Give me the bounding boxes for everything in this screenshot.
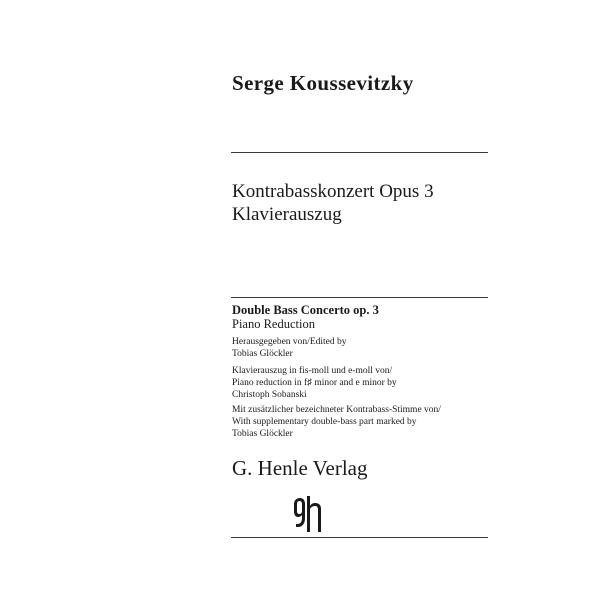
credit-edited-by	[232, 336, 347, 360]
credit-supplementary-part	[232, 404, 441, 440]
composer-name: Serge Koussevitzky	[232, 71, 414, 95]
divider-top	[231, 152, 488, 153]
credit-line: Tobias Glöckler	[232, 349, 293, 359]
credit-line: With supplementary double-bass part marked by	[232, 417, 417, 427]
credit-line: Mit zusätzlicher bezeichneter Kontrabass-Stimme von/	[232, 405, 441, 415]
credit-line: Piano reduction in f♯ minor and e minor by	[232, 378, 397, 388]
subtitle-german: Klavierauszug	[232, 204, 342, 225]
credit-line: Klavierauszug in fis-moll und e-moll von/	[232, 366, 393, 376]
title-english: Double Bass Concerto op. 3	[232, 303, 379, 317]
credit-line: Christoph Sobanski	[232, 390, 307, 400]
title-german: Kontrabasskonzert Opus 3	[232, 181, 434, 202]
henle-gh-monogram-icon	[290, 494, 328, 534]
divider-middle	[231, 297, 488, 298]
credit-line: Tobias Glöckler	[232, 429, 293, 439]
divider-bottom	[231, 537, 488, 538]
publisher-name: G. Henle Verlag	[232, 456, 368, 480]
credit-line: Herausgegeben von/Edited by	[232, 337, 347, 347]
subtitle-english: Piano Reduction	[232, 317, 315, 331]
credit-piano-reduction	[232, 365, 397, 401]
